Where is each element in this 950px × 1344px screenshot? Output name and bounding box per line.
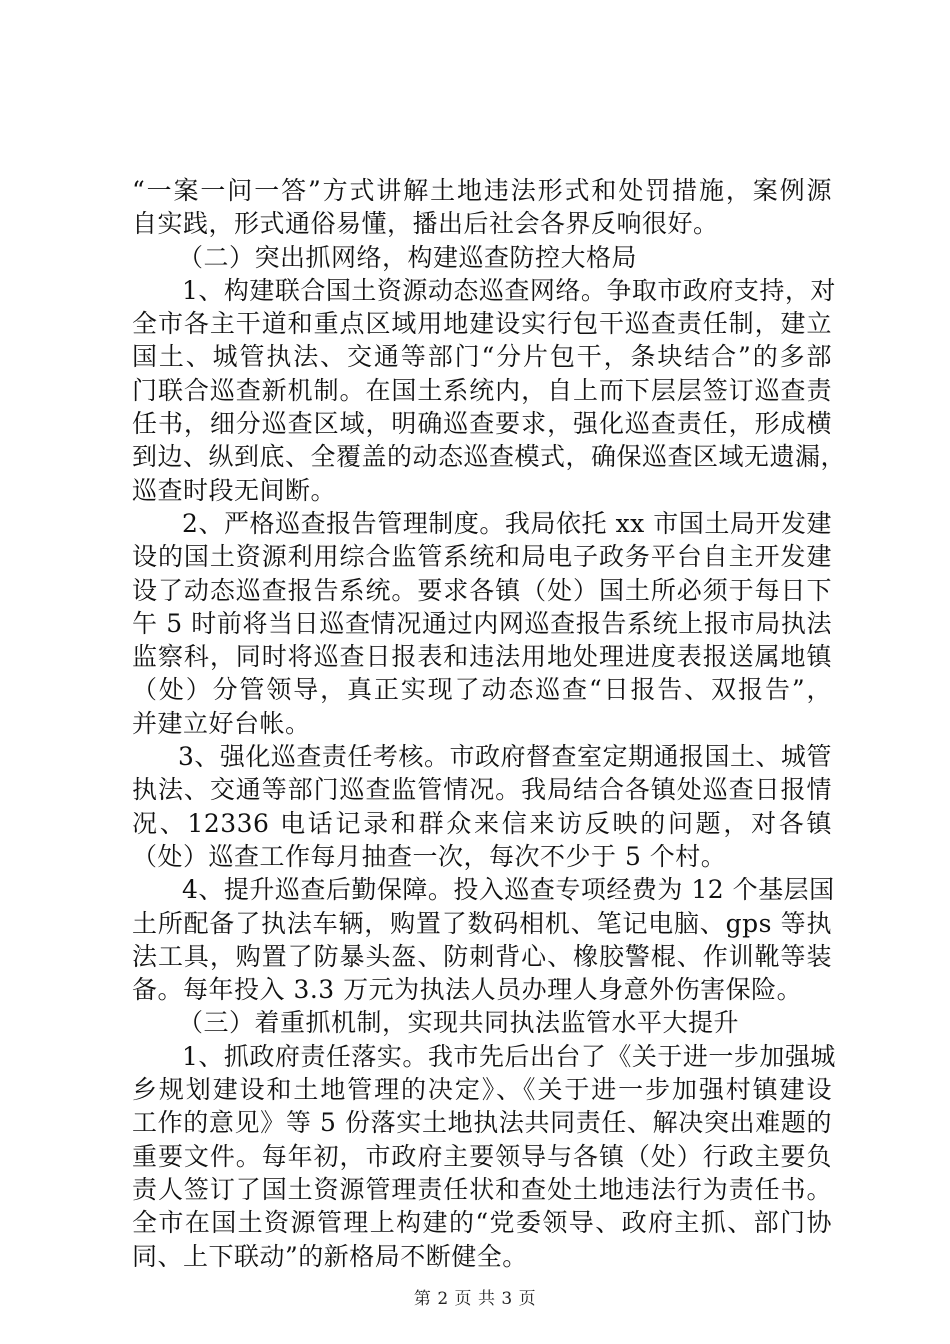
text-line: 自实践，形式通俗易懂，播出后社会各界反响很好。	[132, 209, 719, 239]
text-line: 2、严格巡查报告管理制度。我局依托 xx 市国土局开发建	[182, 508, 832, 538]
text-line: 责人签订了国土资源管理责任状和查处土地违法行为责任书。	[132, 1174, 832, 1204]
section-heading-3	[132, 1006, 832, 1039]
text-line: 执法、交通等部门巡查监管情况。我局结合各镇处巡查日报情	[132, 775, 832, 805]
text-line: 乡规划建设和土地管理的决定》、《关于进一步加强村镇建设	[132, 1075, 832, 1105]
text-line: 4、提升巡查后勤保障。投入巡查专项经费为 12 个基层国	[182, 875, 835, 905]
text-line: 到边、纵到底、全覆盖的动态巡查模式，确保巡查区域无遗漏，	[132, 442, 847, 472]
section-heading-2	[132, 241, 832, 274]
paragraph-2-3	[132, 740, 832, 873]
text-line: 设了动态巡查报告系统。要求各镇（处）国土所必须于每日下	[132, 575, 832, 605]
text-line: 况、12336 电话记录和群众来信来访反映的问题，对各镇	[132, 808, 832, 838]
paragraph-3-1	[132, 1040, 836, 1273]
paragraph-2-2	[132, 507, 832, 740]
text-line: 备。每年投入 3.3 万元为执法人员办理人身意外伤害保险。	[132, 975, 803, 1005]
text-line: 1、构建联合国土资源动态巡查网络。争取市政府支持，对	[182, 275, 836, 305]
text-line: 3、强化巡查责任考核。市政府督查室定期通报国土、城管	[178, 742, 832, 772]
text-line: 午 5 时前将当日巡查情况通过内网巡查报告系统上报市局执法	[132, 608, 832, 638]
text-line: “一案一问一答”方式讲解土地违法形式和处罚措施，案例源	[132, 176, 832, 205]
paragraph-intro	[132, 174, 832, 241]
text-line: 土所配备了执法车辆，购置了数码相机、笔记电脑、gps 等执	[132, 908, 832, 938]
heading-line: （二）突出抓网络，构建巡查防控大格局	[178, 242, 638, 272]
text-line: 设的国土资源利用综合监管系统和局电子政务平台自主开发建	[132, 542, 832, 572]
text-line: 重要文件。每年初，市政府主要领导与各镇（处）行政主要负	[132, 1141, 832, 1171]
text-line: 巡查时段无间断。	[132, 475, 337, 505]
text-line: 法工具，购置了防暴头盔、防刺背心、橡胶警棍、作训靴等装	[132, 941, 832, 971]
text-line: 全市各主干道和重点区域用地建设实行包干巡查责任制，建立	[132, 309, 832, 339]
paragraph-2-1	[132, 274, 847, 507]
page-number-footer: 第 2 页 共 3 页	[413, 1289, 537, 1309]
text-line: （处）巡查工作每月抽查一次，每次不少于 5 个村。	[132, 841, 727, 871]
text-line: 同、上下联动”的新格局不断健全。	[132, 1241, 528, 1271]
text-line: 国土、城管执法、交通等部门“分片包干，条块结合”的多部	[132, 342, 832, 372]
text-line: （处）分管领导，真正实现了动态巡查“日报告、双报告”，	[132, 675, 832, 705]
document-body	[132, 174, 847, 1273]
text-line: 任书，细分巡查区域，明确巡查要求，强化巡查责任，形成横	[132, 409, 832, 439]
paragraph-2-4	[132, 873, 835, 1006]
text-line: 门联合巡查新机制。在国土系统内，自上而下层层签订巡查责	[132, 375, 832, 405]
text-line: 全市在国土资源管理上构建的“党委领导、政府主抓、部门协	[132, 1208, 832, 1238]
text-line: 并建立好台帐。	[132, 708, 311, 738]
text-line: 工作的意见》等 5 份落实土地执法共同责任、解决突出难题的	[132, 1108, 832, 1138]
text-line: 1、抓政府责任落实。我市先后出台了《关于进一步加强城	[182, 1041, 836, 1071]
heading-line: （三）着重抓机制，实现共同执法监管水平大提升	[178, 1008, 740, 1038]
text-line: 监察科，同时将巡查日报表和违法用地处理进度表报送属地镇	[132, 642, 832, 672]
